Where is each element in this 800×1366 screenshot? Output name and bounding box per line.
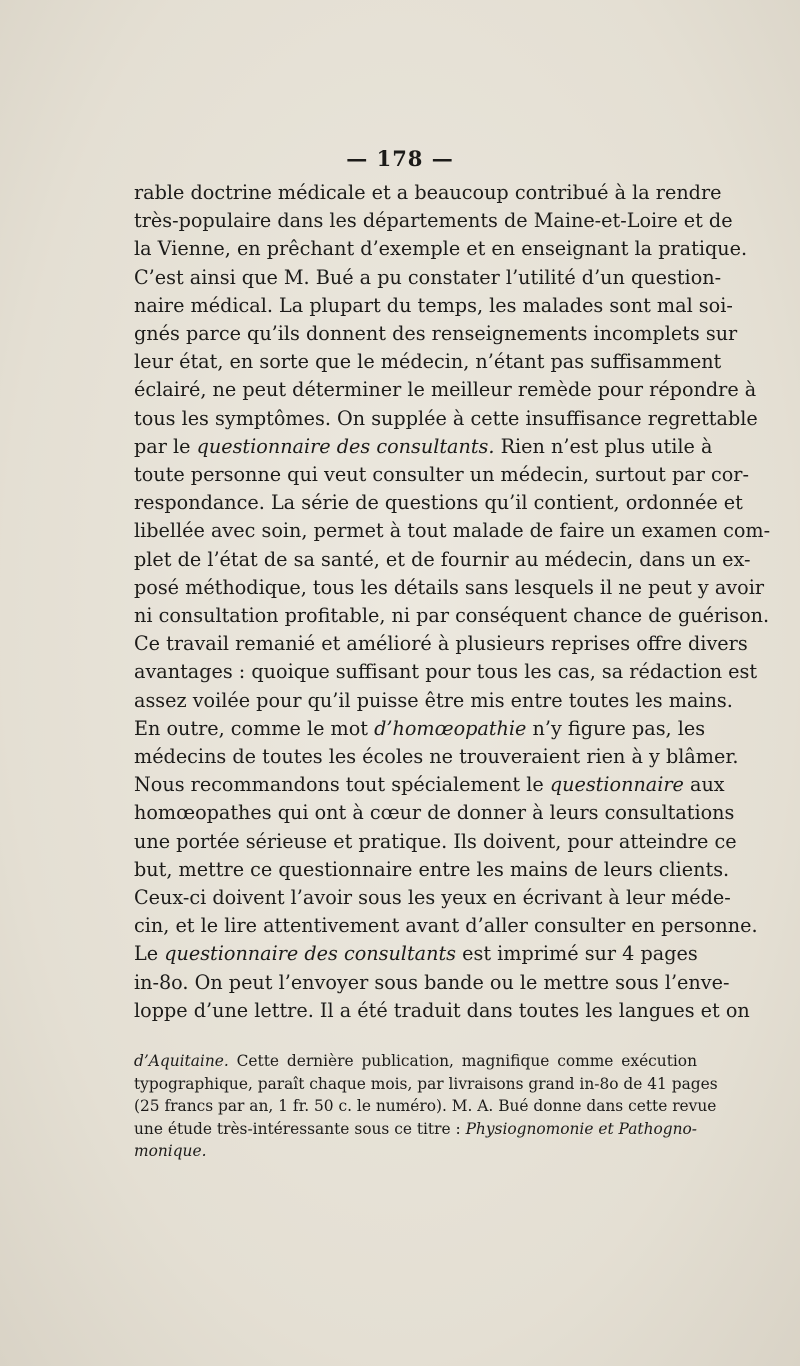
text-run: médecins de toutes les écoles ne trouveraient rien à y blâmer.: [134, 745, 739, 769]
text-line: [134, 489, 743, 517]
text-line: [134, 884, 731, 912]
text-run: une étude très-intéressante sous ce titre :: [134, 1119, 466, 1138]
text-line: [134, 771, 725, 799]
text-line: [134, 969, 730, 997]
text-run: leur état, en sorte que le médecin, n’étant pas suffisamment: [134, 350, 722, 374]
text-line: [134, 292, 733, 320]
text-run: Ce travail remanié et amélioré à plusieurs reprises offre divers: [134, 632, 748, 656]
italic-text: Physiognomonie et Pathogno-: [465, 1119, 697, 1138]
text-line: [134, 687, 733, 715]
text-line: [134, 658, 758, 686]
text-run: respondance. La série de questions qu’il contient, ordonnée et: [134, 491, 743, 515]
text-run: posé méthodique, tous les détails sans lesquels il ne peut y avoir: [134, 575, 765, 599]
text-line: [134, 602, 770, 630]
text-line: [134, 912, 758, 940]
text-run: assez voilée pour qu’il puisse être mis entre toutes les mains.: [134, 688, 733, 712]
text-line: [134, 715, 706, 743]
text-line: [134, 461, 749, 489]
page-number: — 178 —: [346, 146, 454, 171]
text-run: Rien n’est plus utile à: [494, 434, 713, 458]
text-run: (25 francs par an, 1 fr. 50 c. le numéro). M. A. Bué donne dans cette revue: [134, 1097, 717, 1116]
text-line: [134, 856, 730, 884]
body-text: [134, 179, 771, 1025]
text-run: Cette dernière publication, magnifique comme exécution: [228, 1052, 697, 1070]
text-run: ni consultation profitable, ni par conséquent chance de guérison.: [134, 604, 770, 628]
text-line: [134, 517, 771, 545]
text-line: [134, 743, 739, 771]
text-run: typographique, paraît chaque mois, par livraisons grand in-8o de 41 pages: [134, 1074, 718, 1093]
text-run: la Vienne, en prêchant d’exemple et en enseignant la pratique.: [134, 237, 748, 261]
text-run: Ceux-ci doivent l’avoir sous les yeux en écrivant à leur méde-: [134, 886, 731, 910]
italic-text: monique.: [134, 1142, 207, 1161]
text-run: tous les symptômes. On supplée à cette insuffisance regrettable: [134, 406, 758, 430]
text-run: Le: [134, 942, 165, 966]
italic-text: questionnaire des consultants: [164, 942, 457, 966]
text-line: [134, 376, 757, 404]
footnote-line: [134, 1050, 697, 1073]
italic-text: d’Aquitaine.: [134, 1052, 229, 1070]
text-run: C’est ainsi que M. Bué a pu constater l’utilité d’un question-: [134, 265, 722, 289]
text-line: [134, 264, 722, 292]
text-run: rable doctrine médicale et a beaucoup contribué à la rendre: [134, 181, 722, 204]
text-line: [134, 179, 722, 207]
text-run: libellée avec soin, permet à tout malade de faire un examen com-: [134, 519, 771, 543]
text-run: éclairé, ne peut déterminer le meilleur remède pour répondre à: [134, 378, 757, 402]
text-run: homœopathes qui ont à cœur de donner à leurs consultations: [134, 801, 735, 825]
text-line: [134, 630, 748, 658]
text-run: par le: [134, 434, 197, 458]
text-line: [134, 433, 713, 461]
text-line: [134, 405, 758, 433]
footnote-line: [134, 1095, 717, 1118]
text-line: [134, 207, 733, 235]
italic-text: questionnaire: [549, 773, 684, 797]
text-run: cin, et le lire attentivement avant d’aller consulter en personne.: [134, 914, 758, 938]
text-run: toute personne qui veut consulter un médecin, surtout par cor-: [134, 463, 749, 487]
text-line: [134, 348, 722, 376]
text-line: [134, 940, 697, 968]
footnote: [134, 1050, 718, 1163]
footnote-line: [134, 1140, 697, 1163]
text-run: En outre, comme le mot: [134, 716, 375, 740]
footnote-line: [134, 1073, 718, 1096]
text-line: [134, 235, 748, 263]
text-run: Nous recommandons tout spécialement le: [134, 773, 550, 797]
footnote-line: [134, 1118, 697, 1141]
text-run: aux: [683, 773, 725, 797]
text-run: but, mettre ce questionnaire entre les mains de leurs clients.: [134, 857, 730, 881]
text-run: plet de l’état de sa santé, et de fournir au médecin, dans un ex-: [134, 547, 751, 571]
text-line: [134, 320, 738, 348]
text-run: gnés parce qu’ils donnent des renseignements incomplets sur: [134, 322, 738, 346]
text-line: [134, 546, 751, 574]
text-run: loppe d’une lettre. Il a été traduit dans toutes les langues et on: [134, 998, 750, 1022]
text-line: [134, 574, 765, 602]
text-run: très-populaire dans les départements de Maine-et-Loire et de: [134, 209, 733, 233]
text-run: in-8o. On peut l’envoyer sous bande ou le mettre sous l’enve-: [134, 970, 730, 994]
text-run: n’y figure pas, les: [526, 716, 706, 740]
italic-text: questionnaire des consultants.: [196, 434, 495, 458]
text-run: est imprimé sur 4 pages: [456, 942, 698, 966]
text-run: naire médical. La plupart du temps, les malades sont mal soi-: [134, 293, 733, 317]
italic-text: d’homœopathie: [374, 716, 527, 740]
text-line: [134, 799, 735, 827]
text-line: [134, 828, 737, 856]
text-run: avantages : quoique suffisant pour tous les cas, sa rédaction est: [134, 660, 758, 684]
text-line: [134, 997, 750, 1025]
text-run: une portée sérieuse et pratique. Ils doivent, pour atteindre ce: [134, 829, 737, 853]
